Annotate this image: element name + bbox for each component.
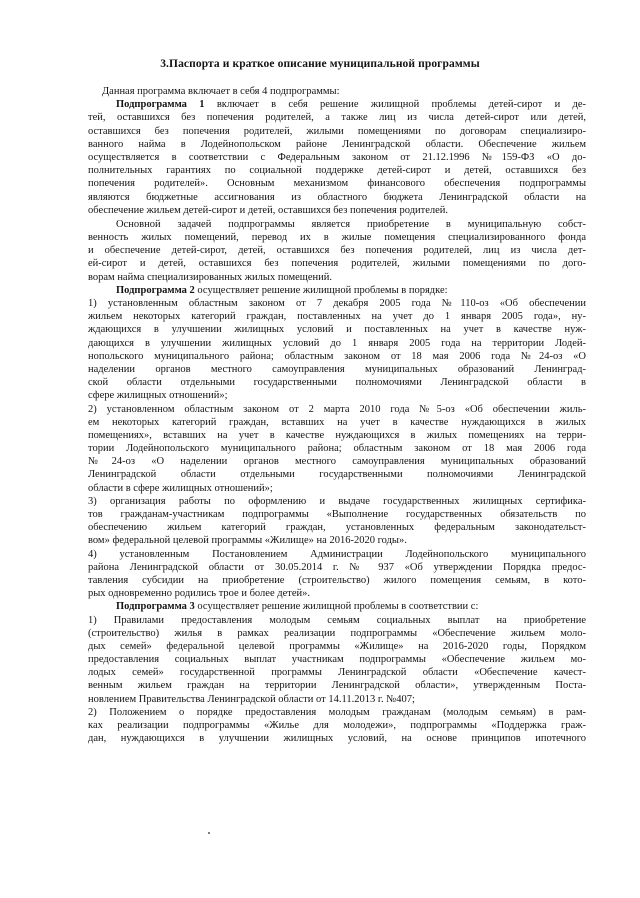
document-body (88, 85, 586, 745)
paragraph-line: Подпрограмма 1 включает в себя решение жилищной проблемы детей-сирот и де- (116, 99, 587, 111)
paragraph-line: (строительство) жилья в рамках реализации подпрограммы «Обеспечение жильем моло- (88, 627, 586, 639)
paragraph-line: Подпрограмма 3 осуществляет решение жилищной проблемы в соответствии с: (116, 601, 479, 613)
paragraph-line: Основной задачей подпрограммы является приобретение в муниципальную собст- (116, 218, 586, 230)
paragraph-line: Ленинградской области отдельными государственными полномочиями Ленинградской (88, 469, 586, 481)
paragraph-line: ворам найма специализированных жилых помещений. (88, 271, 333, 283)
paragraph-line: 2) установленном областным законом от 2 марта 2010 года №5-оз «Об обеспечении жиль- (88, 403, 586, 415)
paragraph-line: дающихся в улучшении жилищных условий до 1 января 2005 года на территории Лодей- (88, 337, 586, 349)
subprogram-3-paragraph (88, 600, 586, 745)
paragraph-line: 3) организация работы по оформлению и выдаче государственных жилищных сертифика- (88, 495, 586, 507)
subprogram-1-label: Подпрограмма 1 (116, 99, 205, 111)
paragraph-line: жильем некоторых категорий граждан, поставленных на учет до 1 января 2005 года», ну- (88, 311, 586, 323)
paragraph-line: ках реализации подпрограммы «Жилье для молодежи», подпрограммы «Поддержка граж- (88, 720, 586, 731)
paragraph-line: обеспечение жильем детей-сирот и детей, оставшихся без попечения родителей. (88, 204, 449, 216)
paragraph-line: и обеспечение детей-сирот, детей, оставшихся без попечения родителей, лиц из числа дет- (88, 245, 586, 257)
paragraph-line: венность жилых помещений, перевод их в жилые помещения специализированного фонда (88, 232, 586, 244)
paragraph-line: дых семей» федеральной целевой программы «Жилище» на 2016-2020 годы, Порядком (88, 640, 586, 652)
scan-speck (208, 832, 210, 834)
subprogram-2-paragraph (88, 284, 586, 601)
paragraph-line: 4) установленным Постановлением Администрации Лодейнопольского муниципального (88, 548, 586, 560)
paragraph-line: оставшихся без попечения родителей, жилыми помещениями по договорам специализиро- (88, 125, 586, 137)
paragraph-line: полнительных гарантиях по социальной поддержке детей-сирот и детей, оставшихся без (88, 165, 586, 177)
paragraph-line: ем некоторых категорий граждан, вставших на учет в качестве нуждающихся в жилых (88, 416, 586, 428)
paragraph-line: дан, нуждающихся в улучшении жилищных условий, на основе принципов ипотечного (88, 733, 586, 745)
paragraph-line: осуществляется в соответствии с Федеральным законом от 21.12.1996 №159-ФЗ «О до- (88, 151, 586, 163)
paragraph-line: 1) Правилами предоставления молодым семьям социальных выплат на приобретение (88, 614, 586, 626)
main-task-paragraph (88, 218, 586, 284)
paragraph-line: являются бюджетные ассигнования из областного бюджета Ленинградской области на (88, 191, 586, 203)
paragraph-line: тов гражданам-участникам подпрограммы «Выполнение государственных обязательств по (88, 509, 586, 520)
paragraph-line: предоставления социальных выплат участникам подпрограммы «Обеспечение жильем мо- (88, 654, 586, 666)
paragraph-line: области в сфере жилищных отношений»; (88, 482, 273, 494)
paragraph-line: ской области отдельными государственными полномочиями Ленинградской области в (88, 377, 586, 389)
paragraph-line: №24-оз «О наделении органов местного самоуправления муниципальных образований (88, 456, 586, 468)
paragraph-line: тей, оставшихся без попечения родителей, а также лиц из числа детей-сирот или детей, (88, 112, 586, 124)
paragraph-line: Подпрограмма 2 осуществляет решение жилищной проблемы в порядке: (116, 284, 448, 296)
paragraph-line: ей-сирот и детей, оставшихся без попечения родителей, жилыми помещениями по дого- (88, 258, 586, 270)
subprogram-1-paragraph (88, 98, 586, 217)
paragraph-line: тории Лодейнопольского муниципального района; областным законом от 18 мая 2006 года (88, 443, 586, 455)
subprogram-3-label: Подпрограмма 3 (116, 601, 195, 613)
paragraph-line: наделении органов местного самоуправления муниципальных образований Ленинград- (88, 363, 586, 375)
paragraph-line: нопольского муниципального района; областным законом от 18 мая 2006 года №24-оз «О (88, 350, 586, 362)
paragraph-line: тавления субсидии на приобретение (строительство) жилого помещения семьям, в кото- (88, 574, 586, 586)
paragraph-line: ждающихся в улучшении жилищных условий и поставленных на учет в качестве нуж- (88, 324, 586, 336)
paragraph-line: новлением Правительства Ленинградской области от 14.11.2013 г. №407; (88, 693, 415, 705)
intro-text: Данная программа включает в себя 4 подпрограммы: (102, 86, 340, 97)
paragraph-line: венным жильем граждан на территории Ленинградской области», утвержденным Поста- (88, 680, 586, 692)
paragraph-line: района Ленинградской области от 30.05.2014 г. № 937 «Об утверждении Порядка предос- (88, 561, 586, 573)
paragraph-line: обеспечению жильем категорий граждан, установленных федеральным законодательст- (88, 522, 586, 534)
paragraph-line: рых одновременно родились трое и более детей». (88, 588, 310, 600)
paragraph-line: вом» федеральной целевой программы «Жилище» на 2016-2020 годы». (88, 535, 407, 547)
paragraph-line: 2) Положением о порядке предоставления молодым гражданам (молодым семьям) в рам- (88, 706, 586, 718)
paragraph-line: 1) установленным областным законом от 7 декабря 2005 года №110-оз «Об обеспечении (88, 298, 586, 309)
paragraph-line: помещениях», вставших на учет в качестве нуждающихся в жилых помещениях на терри- (88, 429, 586, 441)
paragraph-line: лодых семей» государственной программы Ленинградской области «Обеспечение качест- (88, 667, 586, 679)
subprogram-2-label: Подпрограмма 2 (116, 284, 195, 296)
paragraph-line: ванного найма в Лодейнопольском районе Ленинградской области. Обеспечение жильем (88, 138, 586, 150)
paragraph-line: сфере жилищных отношений»; (88, 390, 228, 402)
section-title: 3.Паспорта и краткое описание муниципальной программы (160, 58, 480, 70)
paragraph-line: попечения родителей». Основным механизмом финансового обеспечения подпрограммы (88, 178, 586, 190)
